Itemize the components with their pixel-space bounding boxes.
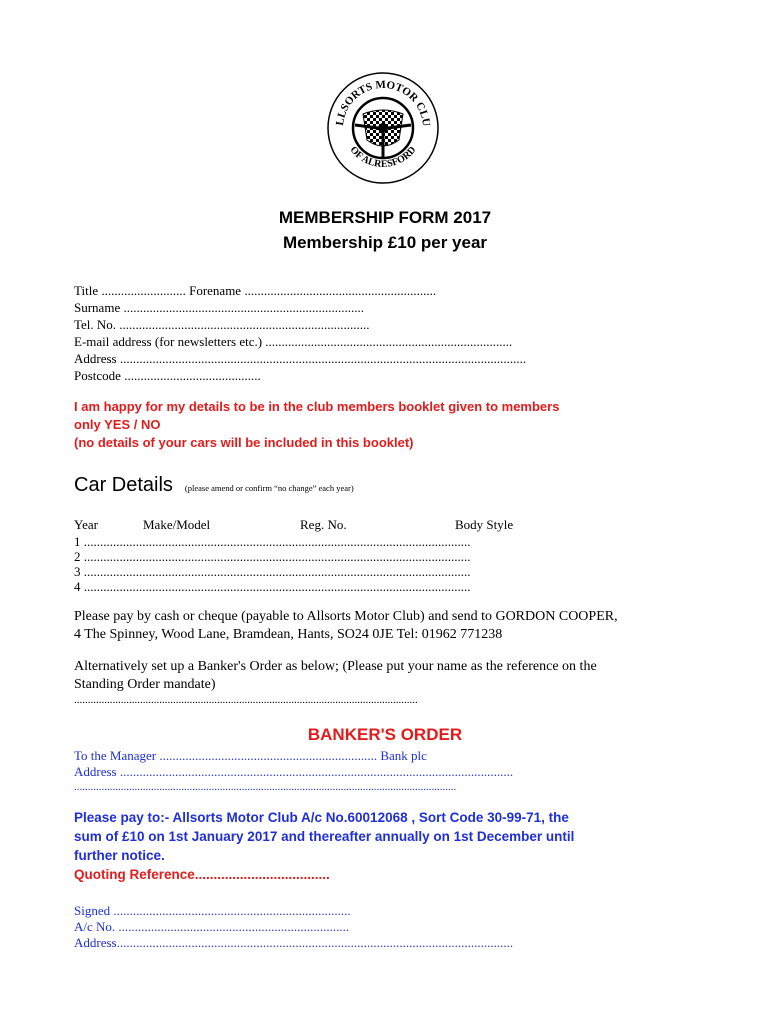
- car-col-year: Year: [74, 517, 98, 532]
- logo-text-top: LLSORTS MOTOR CLU: [333, 78, 433, 127]
- car-row-1[interactable]: 1 .......................................................................................................................: [74, 534, 471, 549]
- car-row-3[interactable]: 3 .......................................................................................................................: [74, 564, 471, 579]
- consent-line-1: I am happy for my details to be in the club members booklet given to members: [74, 399, 560, 414]
- signed-line[interactable]: Signed .........................................................................: [74, 903, 351, 918]
- quoting-reference[interactable]: Quoting Reference....................................: [74, 867, 330, 882]
- detail-line-address[interactable]: Address .............................................................................................................................: [74, 351, 527, 366]
- membership-fee: Membership £10 per year: [282, 233, 488, 252]
- bank-address-line[interactable]: Address .........................................................................................................................: [74, 764, 514, 779]
- detail-line-surname[interactable]: Surname ..........................................................................: [74, 300, 364, 315]
- car-row-2[interactable]: 2 .......................................................................................................................: [74, 549, 471, 564]
- car-row-4[interactable]: 4 .......................................................................................................................: [74, 579, 471, 594]
- payment-instructions-2: 4 The Spinney, Wood Lane, Bramdean, Hants, SO24 0JE Tel: 01962 771238: [74, 627, 503, 642]
- bank-manager-line[interactable]: To the Manager ................................................................... Bank plc: [74, 748, 427, 763]
- detail-line-tel[interactable]: Tel. No. .............................................................................: [74, 317, 370, 332]
- bankers-order-intro-2: Standing Order mandate): [74, 677, 216, 692]
- divider-dots: .............................................................................................................................: [74, 694, 418, 706]
- final-address-line[interactable]: Address..........................................................................................................................: [74, 935, 514, 950]
- bankers-order-intro-1: Alternatively set up a Banker's Order as below; (Please put your name as the reference on the: [74, 659, 597, 674]
- car-details-heading: Car Details: [74, 474, 173, 496]
- car-details-note: (please amend or confirm “no change” each year): [184, 483, 354, 493]
- consent-yes-no[interactable]: only YES / NO: [74, 417, 161, 432]
- bank-address-line-2[interactable]: ...........................................................................................................................................: [74, 781, 457, 793]
- payment-instructions-1: Please pay by cash or cheque (payable to Allsorts Motor Club) and send to GORDON COOPER,: [74, 609, 618, 624]
- club-logo: [325, 70, 441, 186]
- car-details-header: [74, 474, 354, 497]
- logo-text-bottom: OF ALRESFORD: [347, 144, 419, 171]
- car-col-reg-no: Reg. No.: [300, 517, 347, 532]
- pay-to-line-2: sum of £10 on 1st January 2017 and thereafter annually on 1st December until: [74, 829, 575, 844]
- pay-to-line-3: further notice.: [74, 848, 165, 863]
- car-col-make-model: Make/Model: [143, 517, 211, 532]
- detail-line-email[interactable]: E-mail address (for newsletters etc.) ............................................................................: [74, 334, 513, 349]
- bankers-order-heading: BANKER'S ORDER: [307, 725, 463, 744]
- consent-note: (no details of your cars will be included in this booklet): [74, 435, 414, 450]
- account-number-line[interactable]: A/c No. .......................................................................: [74, 919, 350, 934]
- detail-line-postcode[interactable]: Postcode ..........................................: [74, 368, 261, 383]
- page-title: MEMBERSHIP FORM 2017: [278, 208, 492, 227]
- detail-line-title[interactable]: Title .......................... Forename ...........................................................: [74, 283, 437, 298]
- pay-to-line-1: Please pay to:- Allsorts Motor Club A/c No.60012068 , Sort Code 30-99-71, the: [74, 810, 569, 825]
- car-col-body-style: Body Style: [455, 517, 514, 532]
